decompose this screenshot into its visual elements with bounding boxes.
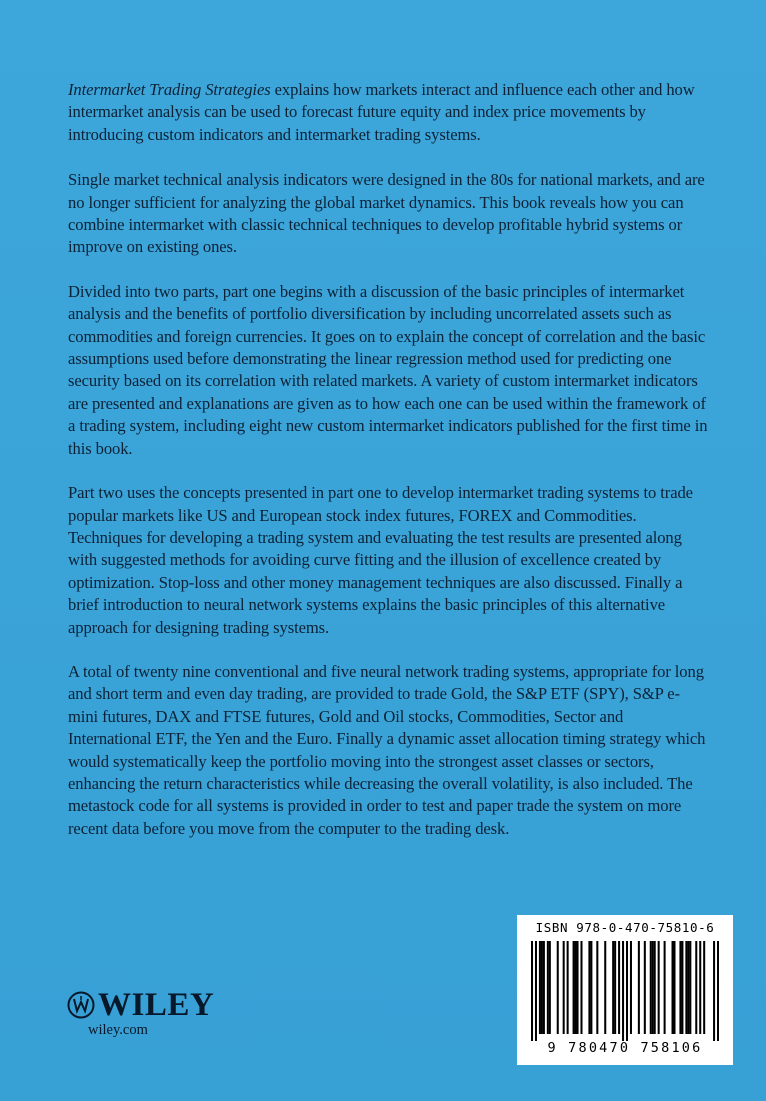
barcode-bar <box>679 941 681 1034</box>
barcode-bar <box>567 941 569 1034</box>
barcode-bar <box>685 941 687 1034</box>
barcode-bar <box>638 941 640 1034</box>
barcode-bar <box>535 941 537 1041</box>
barcode-bar <box>563 941 565 1034</box>
wiley-logo <box>67 989 214 1021</box>
barcode-bar <box>618 941 620 1034</box>
barcode-bar <box>596 941 598 1034</box>
barcode-bar <box>673 941 675 1034</box>
barcode-bar <box>580 941 582 1034</box>
barcode-bar <box>543 941 545 1034</box>
barcode-bar <box>557 941 559 1034</box>
barcode-bar <box>689 941 691 1034</box>
barcode-bar <box>541 941 543 1034</box>
barcode-bar <box>658 941 660 1034</box>
isbn-barcode <box>517 915 733 1065</box>
barcode-bar <box>713 941 715 1041</box>
blurb-paragraph-4: Part two uses the concepts presented in part one to develop intermarket trading systems to trade popular markets like US and European stock index futures, FOREX and Commodities. Techniques for developing a trading system and evaluating the test results are presented along with suggested methods for avoiding curve fitting and the illusion of excellence created by optimization. Stop-loss and other money management techniques are also discussed. Finally a brief introduction to neural network systems explains the basic principles of this alternative approach for designing trading systems. <box>68 483 693 637</box>
barcode-bar <box>672 941 674 1034</box>
publisher-logo <box>67 989 217 1039</box>
barcode-bar <box>577 941 579 1034</box>
barcode-digits: 9 780470 758106 <box>547 1040 703 1056</box>
book-title-italic: Intermarket Trading Strategies <box>68 80 271 99</box>
barcode-bar <box>539 941 541 1034</box>
barcode-bar <box>644 941 646 1034</box>
barcode-bar <box>681 941 683 1034</box>
barcode-bar <box>626 941 628 1041</box>
blurb-paragraph-5: A total of twenty nine conventional and five neural network trading systems, appropriate for long and short term and even day trading, are provided to trade Gold, the S&P ETF (SPY), S&P e-mini futures, DAX and FTSE futures, Gold and Oil stocks, Commodities, Sector and International ETF, the Yen and the Euro. Finally a dynamic asset allocation timing strategy which would systematically keep the portfolio moving into the strongest asset classes or sectors, enhancing the return characteristics while decreasing the overall volatility, is also included. The metastock code for all systems is provided in order to test and paper trade the system on more recent data before you move from the computer to the trading desk. <box>68 661 706 838</box>
blurb-paragraph-3: Divided into two parts, part one begins with a discussion of the basic principles of intermarket analysis and the benefits of portfolio diversification by including uncorrelated assets such as commodities and foreign currencies. It goes on to explain the concept of correlation and the basic assumptions used before demonstrating the linear regression method used for predicting one security based on its correlation with related markets. A variety of custom intermarket indicators are presented and explanations are given as to how each one can be used within the framework of a trading system, including eight new custom intermarket indicators published for the first time in this book. <box>68 281 708 458</box>
barcode-bar <box>531 941 533 1041</box>
barcode-bar <box>622 941 624 1041</box>
barcode-bar <box>604 941 606 1034</box>
barcode-bar <box>614 941 616 1034</box>
blurb-paragraph-1-text: explains how markets interact and influence each other and how intermarket analysis can be used to forecast future equity and index price movements by introducing custom indicators and intermarket trading systems. <box>68 80 695 144</box>
cover-blurb <box>68 79 708 862</box>
barcode-bar <box>575 941 577 1034</box>
barcode-bar <box>664 941 666 1034</box>
wiley-emblem-icon <box>67 991 95 1019</box>
barcode-bar <box>588 941 590 1034</box>
barcode-bar <box>547 941 549 1034</box>
barcode-bar <box>573 941 575 1034</box>
barcode-bar <box>652 941 654 1034</box>
wiley-wordmark: WILEY <box>98 987 215 1023</box>
barcode-bar <box>549 941 551 1034</box>
barcode-bars <box>531 941 719 1041</box>
barcode-bar <box>590 941 592 1034</box>
barcode-bar <box>717 941 719 1041</box>
barcode-bar <box>687 941 689 1034</box>
blurb-paragraph-1 <box>68 79 708 146</box>
barcode-bar <box>699 941 701 1034</box>
barcode-bar <box>630 941 632 1034</box>
isbn-label: ISBN 978-0-470-75810-6 <box>535 920 715 935</box>
barcode-bar <box>650 941 652 1034</box>
barcode-bar <box>695 941 697 1034</box>
publisher-url: wiley.com <box>88 1022 148 1038</box>
barcode-bar <box>612 941 614 1034</box>
blurb-paragraph-2: Single market technical analysis indicators were designed in the 80s for national markets, and are no longer sufficient for analyzing the global market dynamics. This book reveals how you can combine intermarket with classic technical techniques to develop profitable hybrid systems or improve on existing ones. <box>68 170 705 257</box>
barcode-bar <box>703 941 705 1034</box>
barcode-bar <box>654 941 656 1034</box>
